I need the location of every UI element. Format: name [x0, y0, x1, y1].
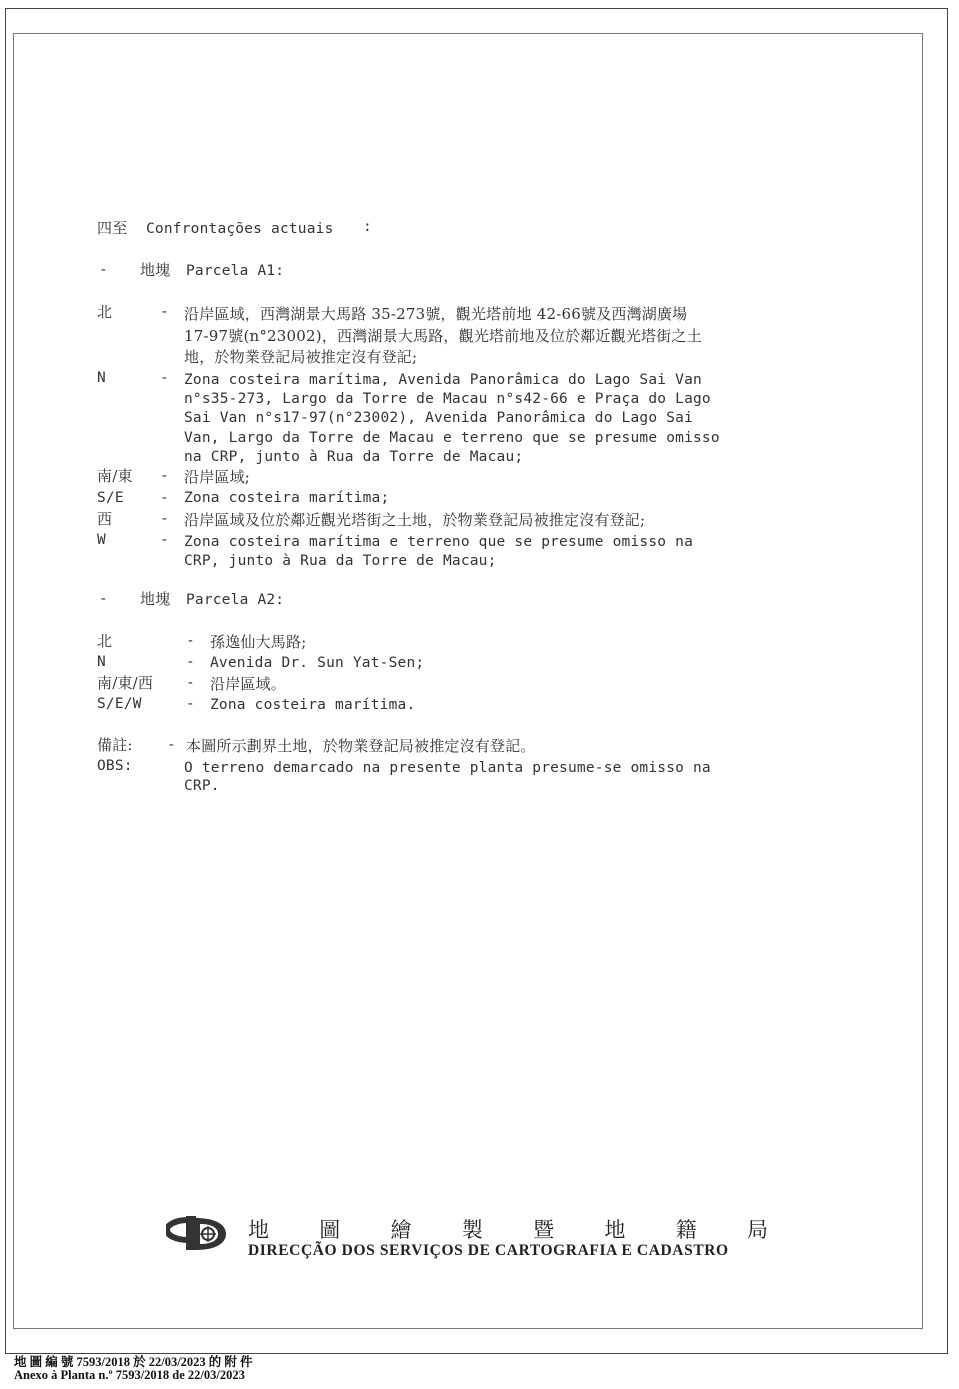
org-char: 暨 [533, 1218, 555, 1242]
parcela-a2-label-pt: Parcela A2: [186, 592, 285, 608]
a1-west-label-zh: 西 [97, 510, 113, 528]
obs-text-zh: 本圖所示劃界土地，於物業登記局被推定沒有登記。 [186, 737, 536, 755]
a1-north-text-pt-4: Van, Largo da Torre de Macau e terreno que se presume omisso [184, 430, 720, 446]
a1-north-text-pt-5: na CRP, junto à Rua da Torre de Macau; [184, 449, 524, 465]
a1-west-text-pt-2: CRP, junto à Rua da Torre de Macau; [184, 553, 497, 569]
a2-north-dash-pt: - [186, 654, 195, 670]
a2-sew-text-pt: Zona costeira marítima. [210, 697, 416, 713]
a1-north-dash-zh: - [160, 304, 169, 320]
a1-se-dash-zh: - [160, 468, 169, 484]
a1-west-label-pt: W [97, 532, 106, 548]
a2-sew-text-zh: 沿岸區域。 [210, 675, 287, 693]
dscc-logo-icon [166, 1212, 232, 1256]
a1-se-text-zh: 沿岸區域; [184, 468, 251, 486]
obs-label-zh: 備註: [97, 736, 133, 754]
a1-north-text-zh-1: 沿岸區域，西灣湖景大馬路 35-273號，觀光塔前地 42-66號及西灣湖廣場 [184, 305, 688, 323]
parcela-a1-label-pt: Parcela A1: [186, 263, 285, 279]
header-colon: : [363, 219, 372, 235]
a2-north-text-zh: 孫逸仙大馬路; [210, 633, 307, 651]
a1-north-text-zh-2: 17-97號(n°23002)，西灣湖景大馬路，觀光塔前地及位於鄰近觀光塔街之土 [184, 327, 702, 345]
obs-label-pt: OBS: [97, 758, 133, 774]
a1-west-text-pt-1: Zona costeira marítima e terreno que se presume omisso na [184, 534, 693, 550]
a1-north-dash-pt: - [160, 370, 169, 386]
a1-se-dash-pt: - [160, 490, 169, 506]
a2-north-text-pt: Avenida Dr. Sun Yat-Sen; [210, 655, 425, 671]
parcela-a2-label-zh: 地塊 [140, 590, 171, 608]
a1-north-text-zh-3: 地，於物業登記局被推定沒有登記; [184, 348, 418, 366]
a1-north-label-pt: N [97, 370, 106, 386]
org-char: 地 [248, 1218, 269, 1242]
parcela-a1-label-zh: 地塊 [140, 261, 171, 279]
a2-north-label-pt: N [97, 654, 106, 670]
a2-sew-label-zh: 南/東/西 [97, 674, 154, 692]
org-char: 繪 [390, 1218, 412, 1242]
obs-text-pt-1: O terreno demarcado na presente planta presume-se omisso na [184, 760, 711, 776]
a2-sew-dash-pt: - [186, 696, 195, 712]
a1-se-label-zh: 南/東 [97, 467, 133, 485]
header-label-zh: 四至 [97, 219, 128, 237]
org-char: 圖 [319, 1218, 341, 1242]
a1-north-label-zh: 北 [97, 303, 113, 321]
a2-sew-label-pt: S/E/W [97, 696, 142, 712]
org-char: 籍 [675, 1218, 697, 1242]
a2-north-dash-zh: - [186, 633, 195, 649]
a1-north-text-pt-1: Zona costeira marítima, Avenida Panorâmica do Lago Sai Van [184, 372, 702, 388]
parcela-a1-dash: - [99, 262, 108, 278]
a2-north-label-zh: 北 [97, 632, 113, 650]
header-label-pt: Confrontações actuais [146, 221, 334, 237]
obs-text-pt-2: CRP. [184, 778, 220, 794]
a1-west-dash-zh: - [160, 511, 169, 527]
organization-name-zh [248, 1214, 768, 1244]
a1-west-text-zh: 沿岸區域及位於鄰近觀光塔街之土地，於物業登記局被推定沒有登記; [184, 511, 646, 529]
org-char: 地 [604, 1218, 626, 1242]
a1-north-text-pt-3: Sai Van n°s17-97(n°23002), Avenida Panorâmica do Lago Sai [184, 410, 693, 426]
parcela-a2-dash: - [99, 591, 108, 607]
footer-annex-pt: Anexo à Planta n.º 7593/2018 de 22/03/2023 [14, 1368, 245, 1382]
a1-se-text-pt: Zona costeira marítima; [184, 490, 390, 506]
organization-name-pt: DIRECÇÃO DOS SERVIÇOS DE CARTOGRAFIA E CADASTRO [248, 1242, 729, 1259]
a1-north-text-pt-2: n°s35-273, Largo da Torre de Macau n°s42-66 e Praça do Lago [184, 391, 711, 407]
org-char: 製 [461, 1218, 483, 1242]
a2-sew-dash-zh: - [186, 675, 195, 691]
obs-dash: - [167, 737, 176, 753]
footer-annex-zh: 地 圖 編 號 7593/2018 於 22/03/2023 的 附 件 [14, 1355, 253, 1369]
org-char: 局 [746, 1218, 768, 1242]
a1-west-dash-pt: - [160, 532, 169, 548]
a1-se-label-pt: S/E [97, 490, 124, 506]
